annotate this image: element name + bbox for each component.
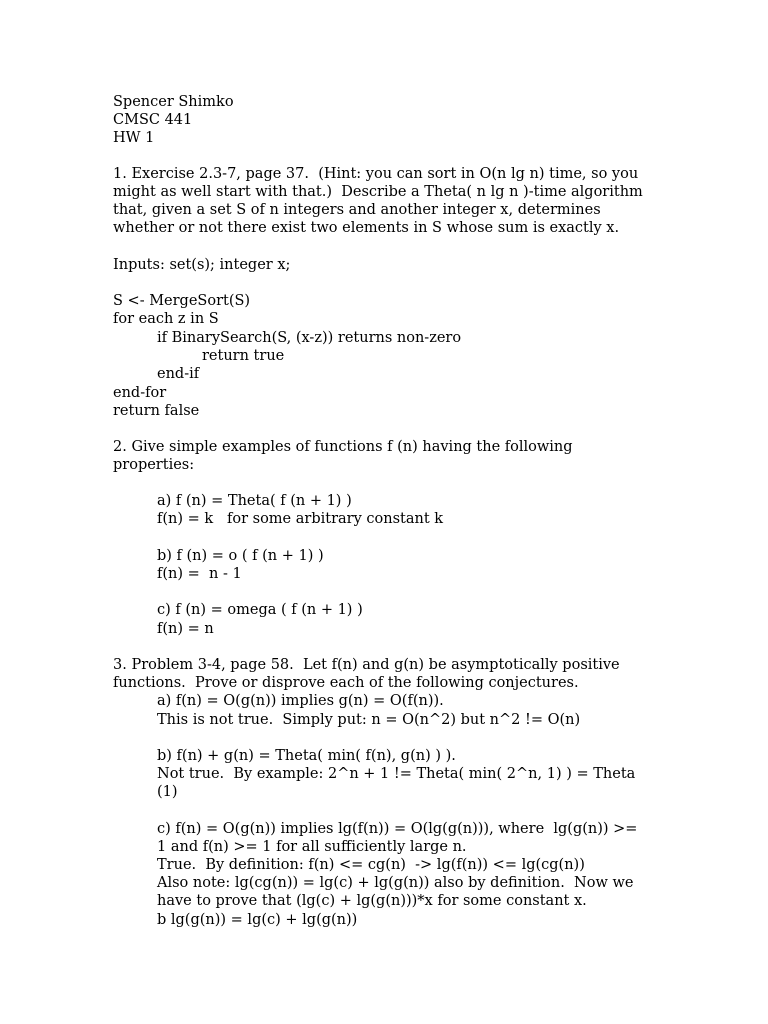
- q3-b-answer-line: Not true. By example: 2^n + 1 != Theta( min( 2^n, 1) ) = Theta: [157, 766, 636, 782]
- q3-b-question: b) f(n) + g(n) = Theta( min( f(n), g(n) ) ).: [157, 748, 456, 764]
- q1-prompt-line: that, given a set S of n integers and another integer x, determines: [113, 202, 601, 218]
- q1-prompt-line: 1. Exercise 2.3-7, page 37. (Hint: you can sort in O(n lg n) time, so you: [113, 166, 639, 182]
- q1-code-line: return false: [113, 403, 200, 419]
- q1-code-line: return true: [202, 348, 285, 364]
- q2-prompt-line: 2. Give simple examples of functions f (n) having the following: [113, 439, 573, 455]
- q3-c-question-line: c) f(n) = O(g(n)) implies lg(f(n)) = O(lg(g(n))), where lg(g(n)) >=: [157, 821, 638, 837]
- q1-code-line: end-for: [113, 385, 167, 401]
- q3-a-answer: This is not true. Simply put: n = O(n^2) but n^2 != O(n): [157, 712, 581, 728]
- q1-code-line: S <- MergeSort(S): [113, 293, 251, 309]
- q2-a-question: a) f (n) = Theta( f (n + 1) ): [157, 493, 352, 509]
- q2-c-question: c) f (n) = omega ( f (n + 1) ): [157, 602, 363, 618]
- course-code: CMSC 441: [113, 112, 193, 128]
- q3-prompt-line: 3. Problem 3-4, page 58. Let f(n) and g(n) be asymptotically positive: [113, 657, 620, 673]
- q1-code-line: end-if: [157, 366, 200, 382]
- q3-b-answer-line: (1): [157, 784, 178, 800]
- q2-a-answer: f(n) = k for some arbitrary constant k: [157, 511, 444, 527]
- q1-code-line: if BinarySearch(S, (x-z)) returns non-zero: [157, 330, 462, 346]
- q2-b-question: b) f (n) = o ( f (n + 1) ): [157, 548, 324, 564]
- author-name: Spencer Shimko: [113, 94, 234, 110]
- q1-inputs: Inputs: set(s); integer x;: [113, 257, 291, 273]
- q2-c-answer: f(n) = n: [157, 621, 214, 637]
- q1-prompt-line: whether or not there exist two elements in S whose sum is exactly x.: [113, 220, 620, 236]
- assignment-title: HW 1: [113, 130, 155, 146]
- q3-a-question: a) f(n) = O(g(n)) implies g(n) = O(f(n)).: [157, 693, 444, 709]
- q1-prompt-line: might as well start with that.) Describe a Theta( n lg n )-time algorithm: [113, 184, 643, 200]
- q3-c-answer-line: b lg(g(n)) = lg(c) + lg(g(n)): [157, 912, 358, 928]
- q2-prompt-line: properties:: [113, 457, 195, 473]
- q3-c-answer-line: True. By definition: f(n) <= cg(n) -> lg(f(n)) <= lg(cg(n)): [157, 857, 585, 873]
- q1-code-line: for each z in S: [113, 311, 219, 327]
- q3-c-answer-line: Also note: lg(cg(n)) = lg(c) + lg(g(n)) also by definition. Now we: [157, 875, 634, 891]
- q3-c-question-line: 1 and f(n) >= 1 for all sufficiently large n.: [157, 839, 467, 855]
- q3-c-answer-line: have to prove that (lg(c) + lg(g(n)))*x for some constant x.: [157, 893, 587, 909]
- q2-b-answer: f(n) = n - 1: [157, 566, 242, 582]
- q3-prompt-line: functions. Prove or disprove each of the following conjectures.: [113, 675, 579, 691]
